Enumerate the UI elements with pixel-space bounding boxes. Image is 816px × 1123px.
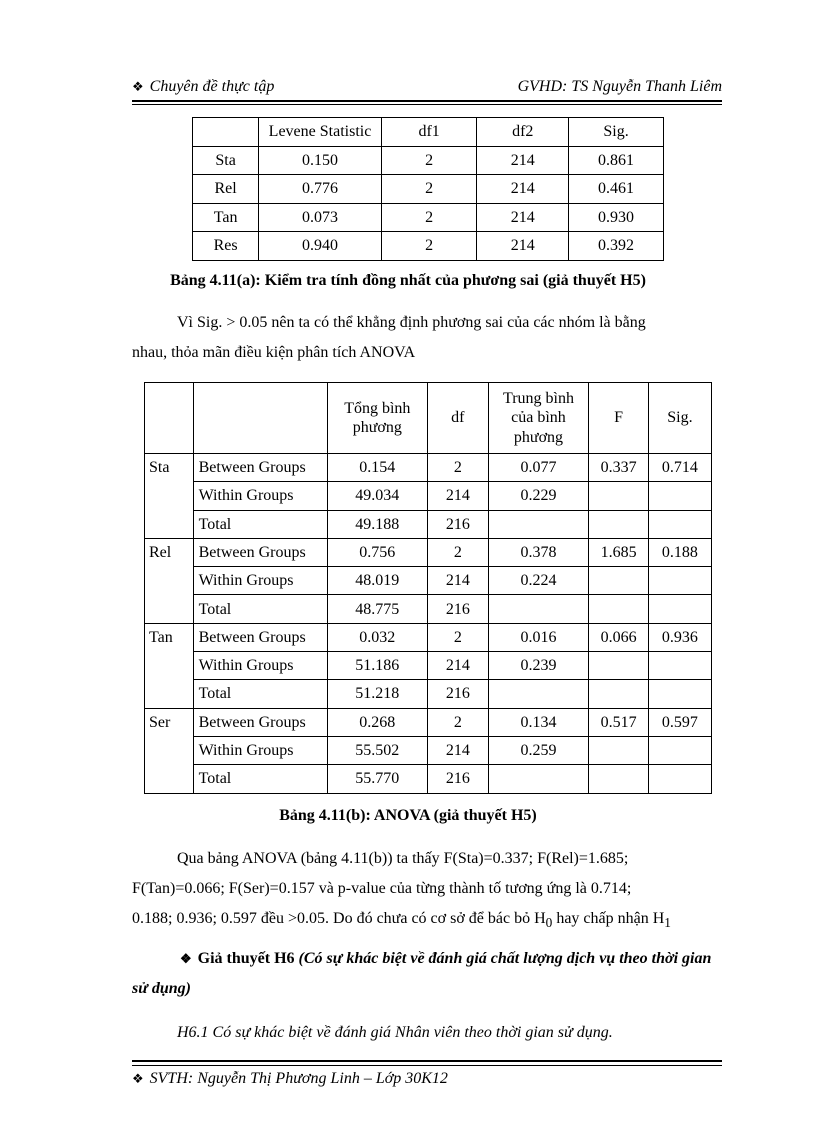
table-cell — [488, 765, 589, 793]
h1-subscript: 1 — [664, 915, 671, 931]
anova-caption: Bảng 4.11(b): ANOVA (giả thuyết H5) — [279, 807, 537, 824]
table-cell — [589, 510, 648, 538]
table-cell — [589, 595, 648, 623]
paragraph-2-line-2: F(Tan)=0.066; F(Ser)=0.157 và p-value của từng thành tố tương ứng là 0.714; — [132, 880, 632, 897]
table-row — [193, 232, 664, 261]
table-cell: 0.861 — [569, 146, 664, 175]
table-cell: 0.066 — [589, 623, 648, 651]
table-cell: 2 — [381, 203, 477, 232]
table-cell: 214 — [477, 232, 569, 261]
diamond-bullet-icon: ❖ — [132, 79, 144, 94]
anova-table — [144, 382, 712, 794]
anova-header-cell: F — [589, 383, 648, 454]
paragraph-2-line-3 — [132, 904, 722, 938]
table-row — [145, 482, 712, 510]
table-row — [145, 765, 712, 793]
table-row — [193, 203, 664, 232]
table-cell: 214 — [428, 736, 488, 764]
table-cell: Within Groups — [193, 736, 327, 764]
paragraph-1-line-1: Vì Sig. > 0.05 nên ta có thể khẳng định phương sai của các nhóm là bằng — [177, 314, 646, 331]
table-cell: 0.239 — [488, 652, 589, 680]
table-cell: Total — [193, 765, 327, 793]
anova-header-cell: Tổng bình phương — [327, 383, 428, 454]
page-header — [132, 74, 722, 100]
table-cell — [589, 567, 648, 595]
table-row — [193, 175, 664, 204]
header-right-text: GVHD: TS Nguyễn Thanh Liêm — [517, 78, 722, 95]
header-left — [132, 78, 274, 96]
table-cell: 214 — [428, 652, 488, 680]
table-cell: Between Groups — [193, 708, 327, 736]
table-cell — [488, 680, 589, 708]
table-cell: 0.597 — [648, 708, 711, 736]
table-cell — [488, 595, 589, 623]
table-cell: 0.337 — [589, 454, 648, 482]
table-cell: 0.188 — [648, 538, 711, 566]
table-cell: 48.775 — [327, 595, 428, 623]
table-cell — [648, 510, 711, 538]
table-cell: 0.392 — [569, 232, 664, 261]
table-cell: 0.517 — [589, 708, 648, 736]
table-cell — [648, 652, 711, 680]
levene-header-cell: df2 — [477, 118, 569, 147]
table-cell: 0.016 — [488, 623, 589, 651]
table-row — [145, 623, 712, 651]
table-cell: 214 — [477, 175, 569, 204]
levene-table — [192, 117, 664, 261]
table-cell: 0.073 — [259, 203, 382, 232]
table-cell — [589, 652, 648, 680]
anova-header-row — [145, 383, 712, 454]
table-cell — [648, 567, 711, 595]
hypothesis-description: (Có sự khác biệt về đánh giá chất lượng dịch vụ theo thời gian sử dụng) — [132, 950, 712, 997]
diamond-bullet-icon: ❖ — [132, 1071, 144, 1086]
table-cell: Sta — [193, 146, 259, 175]
table-cell — [589, 482, 648, 510]
table-cell: 51.218 — [327, 680, 428, 708]
table-cell — [488, 510, 589, 538]
table-cell: 2 — [428, 708, 488, 736]
anova-group-cell — [145, 567, 194, 595]
table-cell: Between Groups — [193, 454, 327, 482]
table-cell: 1.685 — [589, 538, 648, 566]
table-cell: 214 — [477, 203, 569, 232]
table-row — [145, 652, 712, 680]
table-cell: 0.714 — [648, 454, 711, 482]
table-cell — [648, 680, 711, 708]
table-cell: 0.150 — [259, 146, 382, 175]
table-cell: 216 — [428, 765, 488, 793]
h0-subscript: 0 — [545, 915, 553, 931]
table-cell: 0.930 — [569, 203, 664, 232]
levene-header-row — [193, 118, 664, 147]
anova-group-cell — [145, 736, 194, 764]
anova-group-cell — [145, 595, 194, 623]
table-row — [145, 680, 712, 708]
anova-group-cell — [145, 680, 194, 708]
table-cell: 214 — [428, 567, 488, 595]
footer-rule — [132, 1060, 722, 1062]
table-cell — [589, 680, 648, 708]
table-cell: 2 — [381, 232, 477, 261]
anova-group-cell: Rel — [145, 538, 194, 566]
anova-group-cell: Sta — [145, 454, 194, 482]
header-left-text: Chuyên đề thực tập — [149, 78, 275, 95]
anova-header-cell — [145, 383, 194, 454]
table-cell: 0.134 — [488, 708, 589, 736]
page-footer — [132, 1070, 448, 1088]
table-row — [193, 146, 664, 175]
paragraph-2-line-1: Qua bảng ANOVA (bảng 4.11(b)) ta thấy F(Sta)=0.337; F(Rel)=1.685; — [177, 850, 629, 867]
table-cell: Within Groups — [193, 567, 327, 595]
levene-header-cell: Levene Statistic — [259, 118, 382, 147]
table-cell: 0.756 — [327, 538, 428, 566]
table-cell — [648, 736, 711, 764]
table-cell: Between Groups — [193, 623, 327, 651]
table-cell: 0.940 — [259, 232, 382, 261]
table-cell: Total — [193, 510, 327, 538]
table-cell: 49.034 — [327, 482, 428, 510]
table-cell: 2 — [428, 623, 488, 651]
levene-caption: Bảng 4.11(a): Kiểm tra tính đồng nhất của phương sai (giả thuyết H5) — [170, 272, 646, 289]
table-cell: 0.032 — [327, 623, 428, 651]
diamond-bullet-icon: ❖ — [180, 951, 192, 966]
table-cell — [648, 482, 711, 510]
table-cell — [589, 765, 648, 793]
footer-text: SVTH: Nguyễn Thị Phương Linh – Lớp 30K12 — [149, 1070, 448, 1087]
anova-group-cell — [145, 765, 194, 793]
header-rule-thin — [132, 104, 722, 105]
table-cell: 0.268 — [327, 708, 428, 736]
table-row — [145, 736, 712, 764]
table-cell: 2 — [428, 538, 488, 566]
table-cell: 216 — [428, 595, 488, 623]
table-row — [145, 595, 712, 623]
table-cell: 49.188 — [327, 510, 428, 538]
table-cell: 216 — [428, 680, 488, 708]
table-row — [145, 510, 712, 538]
table-cell: 0.936 — [648, 623, 711, 651]
table-cell — [648, 765, 711, 793]
table-cell: 0.229 — [488, 482, 589, 510]
table-cell: 214 — [477, 146, 569, 175]
table-cell: 2 — [381, 175, 477, 204]
table-cell: 214 — [428, 482, 488, 510]
anova-header-cell — [193, 383, 327, 454]
table-cell: 216 — [428, 510, 488, 538]
anova-group-cell: Ser — [145, 708, 194, 736]
anova-group-cell: Tan — [145, 623, 194, 651]
table-cell: 51.186 — [327, 652, 428, 680]
table-cell: 0.154 — [327, 454, 428, 482]
table-cell: Total — [193, 595, 327, 623]
table-row — [145, 567, 712, 595]
table-cell: Rel — [193, 175, 259, 204]
table-cell: Between Groups — [193, 538, 327, 566]
table-cell: Within Groups — [193, 482, 327, 510]
table-cell: 0.378 — [488, 538, 589, 566]
table-cell: 2 — [428, 454, 488, 482]
paragraph-2-line-3-text: 0.188; 0.936; 0.597 đều >0.05. Do đó chưa có cơ sở để bác bỏ H — [132, 910, 546, 927]
table-cell: 0.776 — [259, 175, 382, 204]
anova-header-cell: Trung bình của bình phương — [488, 383, 589, 454]
table-cell: 48.019 — [327, 567, 428, 595]
table-cell: Total — [193, 680, 327, 708]
table-row — [145, 708, 712, 736]
paragraph-1-line-2: nhau, thỏa mãn điều kiện phân tích ANOVA — [132, 344, 416, 361]
levene-header-cell: df1 — [381, 118, 477, 147]
table-cell: Tan — [193, 203, 259, 232]
anova-header-cell: Sig. — [648, 383, 711, 454]
anova-group-cell — [145, 482, 194, 510]
hypothesis-h6 — [132, 944, 722, 1004]
table-cell — [589, 736, 648, 764]
paragraph-2-line-3-mid: hay chấp nhận H — [552, 910, 665, 927]
anova-header-cell: df — [428, 383, 488, 454]
table-cell: 0.077 — [488, 454, 589, 482]
hypothesis-label: Giả thuyết H6 — [197, 950, 295, 967]
levene-header-cell: Sig. — [569, 118, 664, 147]
table-cell: 0.224 — [488, 567, 589, 595]
table-row — [145, 538, 712, 566]
table-cell: 55.770 — [327, 765, 428, 793]
anova-group-cell — [145, 510, 194, 538]
table-cell: 0.461 — [569, 175, 664, 204]
table-cell — [648, 595, 711, 623]
footer-rule-thin — [132, 1065, 722, 1066]
table-cell: 55.502 — [327, 736, 428, 764]
subhypothesis-h6-1: H6.1 Có sự khác biệt về đánh giá Nhân viên theo thời gian sử dụng. — [177, 1024, 613, 1041]
anova-group-cell — [145, 652, 194, 680]
table-cell: Res — [193, 232, 259, 261]
table-row — [145, 454, 712, 482]
table-cell: Within Groups — [193, 652, 327, 680]
header-rule — [132, 100, 722, 102]
levene-header-cell — [193, 118, 259, 147]
table-cell: 0.259 — [488, 736, 589, 764]
table-cell: 2 — [381, 146, 477, 175]
